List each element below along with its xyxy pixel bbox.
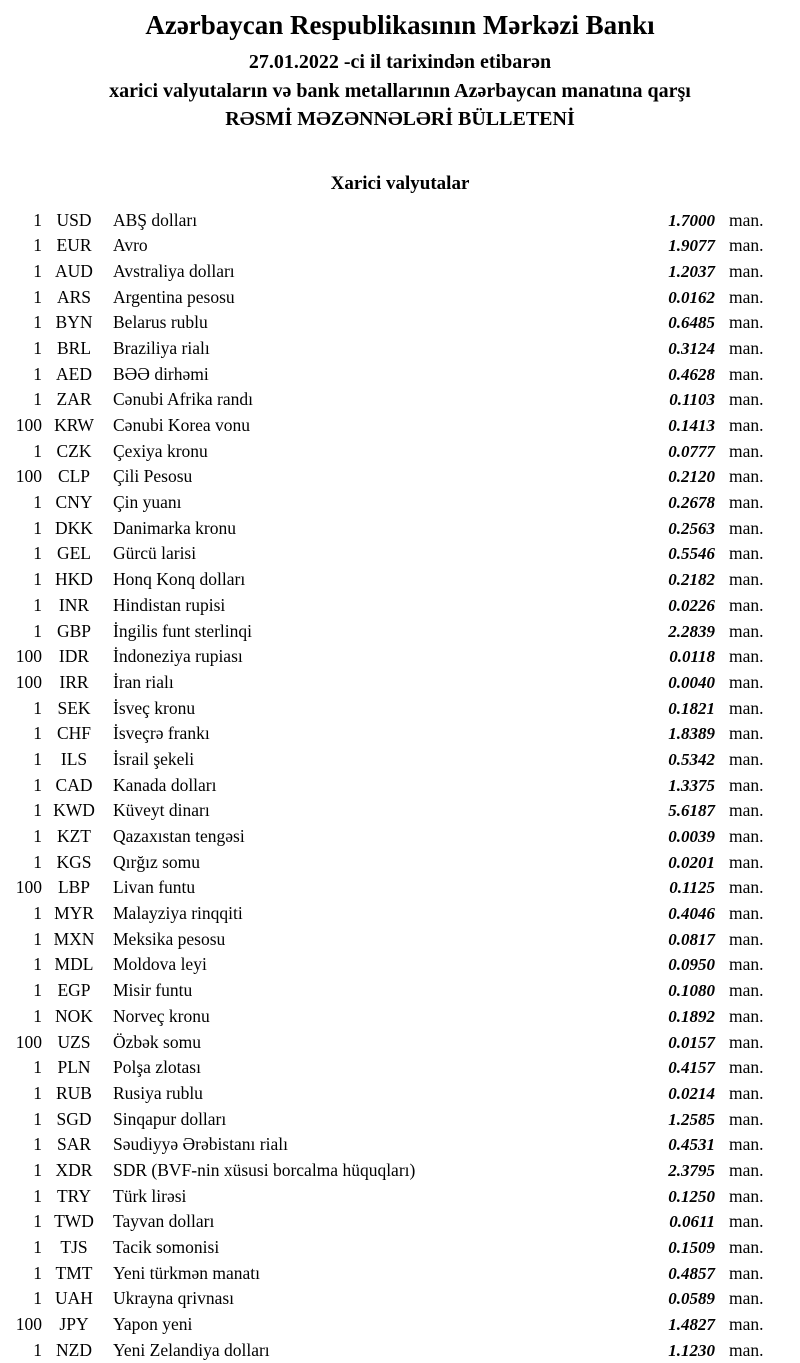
row-unit-label: man.: [715, 1107, 772, 1133]
row-rate: 0.4628: [615, 362, 715, 388]
row-currency-code: TWD: [42, 1209, 106, 1235]
row-rate: 0.0589: [615, 1286, 715, 1312]
row-quantity: 1: [0, 619, 42, 645]
row-currency-name: BƏƏ dirhəmi: [106, 362, 615, 388]
row-quantity: 1: [0, 285, 42, 311]
row-rate: 0.4157: [615, 1055, 715, 1081]
row-rate: 0.0214: [615, 1081, 715, 1107]
row-quantity: 1: [0, 362, 42, 388]
bank-title: Azərbaycan Respublikasının Mərkəzi Bankı: [0, 8, 800, 42]
row-rate: 0.4531: [615, 1132, 715, 1158]
row-rate: 0.0040: [615, 670, 715, 696]
row-rate: 0.0162: [615, 285, 715, 311]
row-unit-label: man.: [715, 1184, 772, 1210]
row-currency-code: KRW: [42, 413, 106, 439]
row-unit-label: man.: [715, 644, 772, 670]
row-unit-label: man.: [715, 901, 772, 927]
row-currency-name: Misir funtu: [106, 978, 615, 1004]
table-row: [0, 233, 772, 259]
row-currency-code: MXN: [42, 927, 106, 953]
row-quantity: 1: [0, 1158, 42, 1184]
row-currency-code: INR: [42, 593, 106, 619]
row-currency-code: JPY: [42, 1312, 106, 1338]
row-currency-name: Polşa zlotası: [106, 1055, 615, 1081]
row-currency-name: Yapon yeni: [106, 1312, 615, 1338]
row-currency-code: KGS: [42, 850, 106, 876]
row-unit-label: man.: [715, 1312, 772, 1338]
row-unit-label: man.: [715, 1338, 772, 1363]
scope-line: xarici valyutaların və bank metallarının Azərbaycan manatına qarşı: [0, 77, 800, 106]
row-currency-name: Səudiyyə Ərəbistanı rialı: [106, 1132, 615, 1158]
row-unit-label: man.: [715, 1030, 772, 1056]
row-currency-code: AUD: [42, 259, 106, 285]
row-rate: 1.1230: [615, 1338, 715, 1363]
row-quantity: 1: [0, 798, 42, 824]
row-rate: 0.0777: [615, 439, 715, 465]
row-unit-label: man.: [715, 208, 772, 234]
table-row: [0, 1081, 772, 1107]
row-currency-name: Argentina pesosu: [106, 285, 615, 311]
row-currency-name: Meksika pesosu: [106, 927, 615, 953]
row-rate: 0.6485: [615, 310, 715, 336]
row-currency-code: ILS: [42, 747, 106, 773]
row-quantity: 1: [0, 1235, 42, 1261]
row-currency-code: CHF: [42, 721, 106, 747]
row-quantity: 1: [0, 850, 42, 876]
row-quantity: 1: [0, 541, 42, 567]
table-row: [0, 824, 772, 850]
row-currency-code: SGD: [42, 1107, 106, 1133]
table-row: [0, 413, 772, 439]
row-currency-code: AED: [42, 362, 106, 388]
row-rate: 0.4857: [615, 1261, 715, 1287]
row-rate: 0.1103: [615, 387, 715, 413]
row-rate: 0.1125: [615, 875, 715, 901]
table-row: [0, 541, 772, 567]
table-row: [0, 464, 772, 490]
row-currency-name: İndoneziya rupiası: [106, 644, 615, 670]
table-row: [0, 439, 772, 465]
row-unit-label: man.: [715, 619, 772, 645]
row-currency-code: PLN: [42, 1055, 106, 1081]
table-row: [0, 1004, 772, 1030]
row-currency-code: EUR: [42, 233, 106, 259]
row-rate: 0.1509: [615, 1235, 715, 1261]
row-rate: 0.2120: [615, 464, 715, 490]
row-unit-label: man.: [715, 1209, 772, 1235]
row-unit-label: man.: [715, 1235, 772, 1261]
row-currency-code: GBP: [42, 619, 106, 645]
row-currency-code: MYR: [42, 901, 106, 927]
row-rate: 0.2182: [615, 567, 715, 593]
row-currency-name: Belarus rublu: [106, 310, 615, 336]
row-quantity: 1: [0, 1132, 42, 1158]
row-currency-code: USD: [42, 208, 106, 234]
row-quantity: 100: [0, 875, 42, 901]
row-currency-code: DKK: [42, 516, 106, 542]
row-rate: 0.2678: [615, 490, 715, 516]
row-quantity: 1: [0, 773, 42, 799]
row-rate: 0.0226: [615, 593, 715, 619]
table-row: [0, 336, 772, 362]
row-unit-label: man.: [715, 1132, 772, 1158]
table-row: [0, 901, 772, 927]
row-currency-code: UZS: [42, 1030, 106, 1056]
row-currency-name: Avstraliya dolları: [106, 259, 615, 285]
row-currency-code: XDR: [42, 1158, 106, 1184]
row-currency-name: İran rialı: [106, 670, 615, 696]
row-currency-code: SEK: [42, 696, 106, 722]
row-currency-code: CLP: [42, 464, 106, 490]
row-currency-name: Honq Konq dolları: [106, 567, 615, 593]
row-quantity: 1: [0, 1107, 42, 1133]
exchange-rate-table: [0, 208, 800, 1363]
row-unit-label: man.: [715, 233, 772, 259]
document-header: [0, 0, 800, 134]
row-quantity: 1: [0, 1286, 42, 1312]
row-currency-name: Norveç kronu: [106, 1004, 615, 1030]
table-row: [0, 387, 772, 413]
row-unit-label: man.: [715, 747, 772, 773]
row-rate: 1.4827: [615, 1312, 715, 1338]
table-row: [0, 644, 772, 670]
table-row: [0, 1055, 772, 1081]
table-row: [0, 670, 772, 696]
row-currency-code: CNY: [42, 490, 106, 516]
row-unit-label: man.: [715, 413, 772, 439]
row-rate: 0.0118: [615, 644, 715, 670]
table-row: [0, 259, 772, 285]
row-unit-label: man.: [715, 285, 772, 311]
row-currency-name: Danimarka kronu: [106, 516, 615, 542]
row-rate: 0.5546: [615, 541, 715, 567]
table-row: [0, 567, 772, 593]
table-row: [0, 619, 772, 645]
row-rate: 0.1080: [615, 978, 715, 1004]
row-currency-name: Qazaxıstan tengəsi: [106, 824, 615, 850]
row-unit-label: man.: [715, 362, 772, 388]
row-unit-label: man.: [715, 773, 772, 799]
row-currency-code: CAD: [42, 773, 106, 799]
row-quantity: 1: [0, 567, 42, 593]
row-currency-code: ZAR: [42, 387, 106, 413]
row-unit-label: man.: [715, 875, 772, 901]
row-quantity: 1: [0, 1184, 42, 1210]
row-unit-label: man.: [715, 1055, 772, 1081]
row-currency-code: BYN: [42, 310, 106, 336]
row-rate: 0.0611: [615, 1209, 715, 1235]
row-currency-code: NZD: [42, 1338, 106, 1363]
row-currency-name: Sinqapur dolları: [106, 1107, 615, 1133]
row-unit-label: man.: [715, 387, 772, 413]
row-currency-code: IDR: [42, 644, 106, 670]
row-quantity: 1: [0, 259, 42, 285]
row-currency-name: Çexiya kronu: [106, 439, 615, 465]
row-unit-label: man.: [715, 1286, 772, 1312]
row-quantity: 1: [0, 336, 42, 362]
row-currency-name: Kanada dolları: [106, 773, 615, 799]
row-rate: 1.2037: [615, 259, 715, 285]
row-unit-label: man.: [715, 259, 772, 285]
table-row: [0, 850, 772, 876]
row-unit-label: man.: [715, 567, 772, 593]
row-currency-name: Avro: [106, 233, 615, 259]
row-currency-code: HKD: [42, 567, 106, 593]
row-rate: 0.0817: [615, 927, 715, 953]
row-rate: 0.2563: [615, 516, 715, 542]
row-unit-label: man.: [715, 927, 772, 953]
row-quantity: 1: [0, 310, 42, 336]
row-quantity: 100: [0, 413, 42, 439]
row-quantity: 1: [0, 490, 42, 516]
row-currency-name: SDR (BVF-nin xüsusi borcalma hüquqları): [106, 1158, 615, 1184]
table-row: [0, 1030, 772, 1056]
row-currency-name: Çili Pesosu: [106, 464, 615, 490]
row-currency-code: ARS: [42, 285, 106, 311]
effective-date-line: 27.01.2022 -ci il tarixindən etibarən: [0, 48, 800, 77]
table-row: [0, 721, 772, 747]
row-quantity: 1: [0, 721, 42, 747]
row-unit-label: man.: [715, 336, 772, 362]
row-currency-code: TJS: [42, 1235, 106, 1261]
table-row: [0, 490, 772, 516]
table-row: [0, 362, 772, 388]
row-rate: 0.1250: [615, 1184, 715, 1210]
row-unit-label: man.: [715, 978, 772, 1004]
row-currency-name: İsrail şekeli: [106, 747, 615, 773]
table-row: [0, 310, 772, 336]
table-row: [0, 747, 772, 773]
row-currency-code: BRL: [42, 336, 106, 362]
row-currency-code: LBP: [42, 875, 106, 901]
row-unit-label: man.: [715, 464, 772, 490]
table-row: [0, 516, 772, 542]
table-row: [0, 773, 772, 799]
row-unit-label: man.: [715, 850, 772, 876]
row-currency-name: Tayvan dolları: [106, 1209, 615, 1235]
row-rate: 1.8389: [615, 721, 715, 747]
row-quantity: 100: [0, 1030, 42, 1056]
row-currency-name: Özbək somu: [106, 1030, 615, 1056]
row-unit-label: man.: [715, 721, 772, 747]
section-title-foreign-currencies: Xarici valyutalar: [0, 173, 800, 195]
row-unit-label: man.: [715, 952, 772, 978]
row-unit-label: man.: [715, 310, 772, 336]
row-currency-name: Ukrayna qrivnası: [106, 1286, 615, 1312]
row-currency-code: GEL: [42, 541, 106, 567]
row-currency-code: TRY: [42, 1184, 106, 1210]
row-currency-name: Braziliya rialı: [106, 336, 615, 362]
row-rate: 2.2839: [615, 619, 715, 645]
row-unit-label: man.: [715, 696, 772, 722]
row-currency-code: RUB: [42, 1081, 106, 1107]
row-unit-label: man.: [715, 593, 772, 619]
row-quantity: 1: [0, 952, 42, 978]
table-row: [0, 208, 772, 234]
row-rate: 0.4046: [615, 901, 715, 927]
row-currency-code: KWD: [42, 798, 106, 824]
row-quantity: 1: [0, 696, 42, 722]
row-quantity: 1: [0, 516, 42, 542]
row-quantity: 100: [0, 1312, 42, 1338]
row-currency-name: Cənubi Korea vonu: [106, 413, 615, 439]
row-currency-name: Gürcü larisi: [106, 541, 615, 567]
row-rate: 0.0157: [615, 1030, 715, 1056]
row-currency-name: Yeni türkmən manatı: [106, 1261, 615, 1287]
table-row: [0, 1184, 772, 1210]
row-quantity: 1: [0, 1004, 42, 1030]
row-unit-label: man.: [715, 490, 772, 516]
table-row: [0, 285, 772, 311]
row-currency-name: Çin yuanı: [106, 490, 615, 516]
row-currency-name: Rusiya rublu: [106, 1081, 615, 1107]
row-rate: 0.1892: [615, 1004, 715, 1030]
row-currency-code: EGP: [42, 978, 106, 1004]
bulletin-title-line: RƏSMİ MƏZƏNNƏLƏRİ BÜLLETENİ: [0, 105, 800, 134]
row-rate: 1.3375: [615, 773, 715, 799]
row-quantity: 1: [0, 927, 42, 953]
row-quantity: 1: [0, 1055, 42, 1081]
row-currency-code: UAH: [42, 1286, 106, 1312]
table-row: [0, 593, 772, 619]
row-currency-name: Tacik somonisi: [106, 1235, 615, 1261]
row-quantity: 1: [0, 387, 42, 413]
row-currency-name: Türk lirəsi: [106, 1184, 615, 1210]
row-quantity: 1: [0, 1261, 42, 1287]
row-rate: 0.0039: [615, 824, 715, 850]
table-row: [0, 875, 772, 901]
row-unit-label: man.: [715, 439, 772, 465]
row-unit-label: man.: [715, 670, 772, 696]
row-rate: 1.7000: [615, 208, 715, 234]
table-row: [0, 978, 772, 1004]
row-currency-name: Moldova leyi: [106, 952, 615, 978]
row-rate: 0.1821: [615, 696, 715, 722]
row-quantity: 1: [0, 233, 42, 259]
row-currency-code: IRR: [42, 670, 106, 696]
row-quantity: 1: [0, 747, 42, 773]
row-quantity: 1: [0, 593, 42, 619]
table-row: [0, 696, 772, 722]
row-currency-name: Küveyt dinarı: [106, 798, 615, 824]
row-unit-label: man.: [715, 1158, 772, 1184]
row-currency-code: KZT: [42, 824, 106, 850]
row-quantity: 100: [0, 464, 42, 490]
table-row: [0, 1235, 772, 1261]
row-currency-name: Cənubi Afrika randı: [106, 387, 615, 413]
table-row: [0, 1158, 772, 1184]
row-currency-code: SAR: [42, 1132, 106, 1158]
row-unit-label: man.: [715, 1261, 772, 1287]
row-unit-label: man.: [715, 1004, 772, 1030]
row-rate: 1.2585: [615, 1107, 715, 1133]
row-currency-name: Livan funtu: [106, 875, 615, 901]
row-currency-name: İngilis funt sterlinqi: [106, 619, 615, 645]
row-currency-code: MDL: [42, 952, 106, 978]
row-currency-name: Hindistan rupisi: [106, 593, 615, 619]
row-rate: 0.1413: [615, 413, 715, 439]
row-rate: 1.9077: [615, 233, 715, 259]
row-quantity: 1: [0, 824, 42, 850]
table-row: [0, 1338, 772, 1363]
row-unit-label: man.: [715, 824, 772, 850]
row-rate: 0.0201: [615, 850, 715, 876]
row-unit-label: man.: [715, 541, 772, 567]
row-currency-name: ABŞ dolları: [106, 208, 615, 234]
row-quantity: 1: [0, 1209, 42, 1235]
row-quantity: 1: [0, 978, 42, 1004]
row-rate: 0.0950: [615, 952, 715, 978]
row-rate: 5.6187: [615, 798, 715, 824]
table-row: [0, 1312, 772, 1338]
row-rate: 2.3795: [615, 1158, 715, 1184]
row-unit-label: man.: [715, 798, 772, 824]
row-currency-name: Malayziya rinqqiti: [106, 901, 615, 927]
row-currency-code: TMT: [42, 1261, 106, 1287]
row-rate: 0.3124: [615, 336, 715, 362]
row-quantity: 1: [0, 1081, 42, 1107]
row-unit-label: man.: [715, 1081, 772, 1107]
table-row: [0, 1286, 772, 1312]
table-row: [0, 1132, 772, 1158]
row-currency-code: NOK: [42, 1004, 106, 1030]
row-quantity: 1: [0, 1338, 42, 1363]
row-quantity: 1: [0, 208, 42, 234]
table-row: [0, 798, 772, 824]
row-quantity: 100: [0, 644, 42, 670]
row-quantity: 1: [0, 901, 42, 927]
row-unit-label: man.: [715, 516, 772, 542]
row-rate: 0.5342: [615, 747, 715, 773]
row-currency-name: İsveç kronu: [106, 696, 615, 722]
table-row: [0, 1107, 772, 1133]
row-currency-name: Qırğız somu: [106, 850, 615, 876]
table-row: [0, 927, 772, 953]
table-row: [0, 1261, 772, 1287]
row-quantity: 100: [0, 670, 42, 696]
row-quantity: 1: [0, 439, 42, 465]
row-currency-code: CZK: [42, 439, 106, 465]
table-row: [0, 1209, 772, 1235]
row-currency-name: İsveçrə frankı: [106, 721, 615, 747]
table-row: [0, 952, 772, 978]
row-currency-name: Yeni Zelandiya dolları: [106, 1338, 615, 1363]
